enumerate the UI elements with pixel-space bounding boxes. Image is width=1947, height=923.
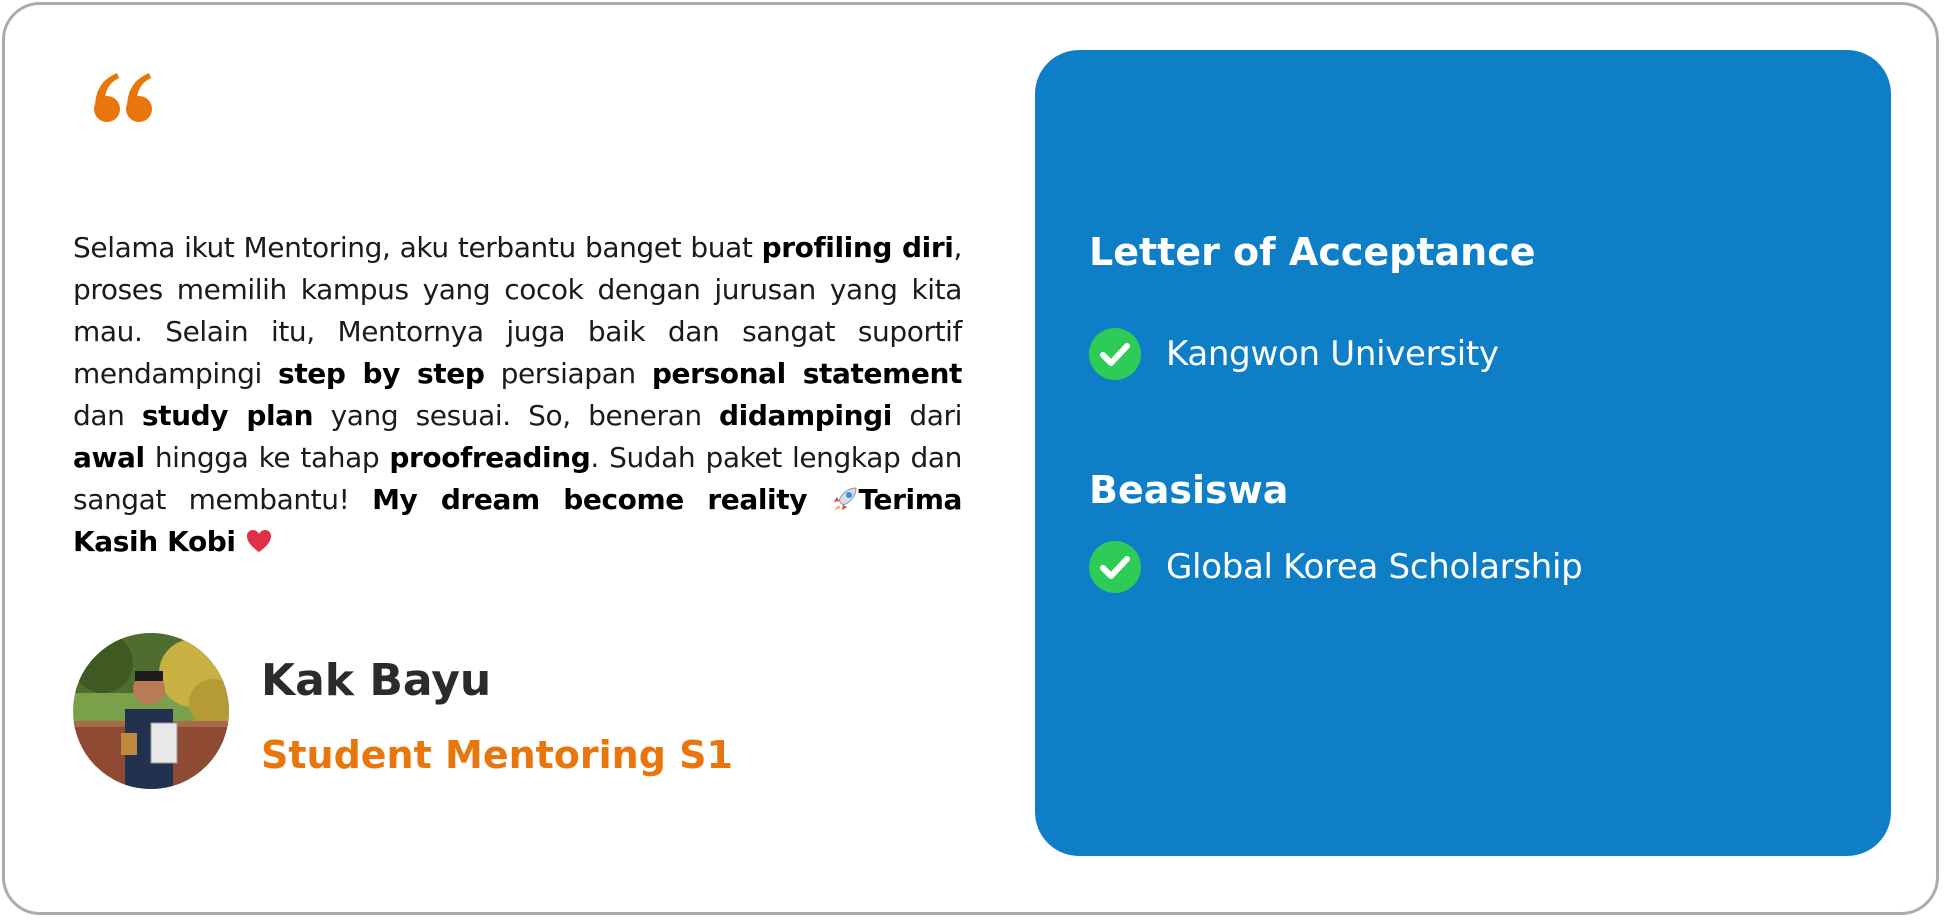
person-name: Kak Bayu [261,655,492,706]
testimonial-card [2,2,1939,915]
testimonial-highlight: profiling diri [761,231,954,264]
scholarship-item [1089,541,1582,593]
scholarship-heading: Beasiswa [1089,468,1289,512]
testimonial-highlight: study plan [141,399,314,432]
testimonial-segment: . Sudah paket lengkap dan sangat membantu! [73,441,962,516]
check-circle-icon [1089,328,1141,380]
testimonial-highlight: proofreading [389,441,591,474]
testimonial-segment: hingga ke tahap [144,441,390,474]
testimonial-highlight: personal statement [651,357,962,390]
testimonial-segment: persiapan [484,357,652,390]
quote-icon [93,71,155,125]
rocket-icon [831,485,859,513]
testimonial-text [73,227,962,563]
avatar-photo [73,633,229,789]
acceptance-item [1089,328,1499,380]
scholarship-item-label: Global Korea Scholarship [1166,547,1583,587]
testimonial-highlight: step by step [278,357,485,390]
testimonial-highlight: My dream become reality [372,483,831,516]
avatar [73,633,229,789]
testimonial-segment: yang sesuai. So, beneran [313,399,720,432]
heart-icon [245,527,273,555]
acceptance-item-label: Kangwon University [1166,334,1499,374]
person-program: Student Mentoring S1 [261,733,733,777]
results-panel [1035,50,1891,856]
testimonial-segment: , proses memilih kampus yang cocok dengan jurusan yang kita mau. Selain itu, Mentornya juga baik dan sangat suportif mendampingi [73,231,963,390]
testimonial-highlight: didampingi [719,399,893,432]
testimonial-highlight: Terima Kasih Kobi [73,483,962,558]
testimonial-segment: dari [892,399,962,432]
testimonial-highlight: awal [73,441,145,474]
testimonial-segment: dan [73,399,142,432]
check-circle-icon [1089,541,1141,593]
acceptance-heading: Letter of Acceptance [1089,230,1536,274]
testimonial-segment: Selama ikut Mentoring, aku terbantu banget buat [73,231,762,264]
